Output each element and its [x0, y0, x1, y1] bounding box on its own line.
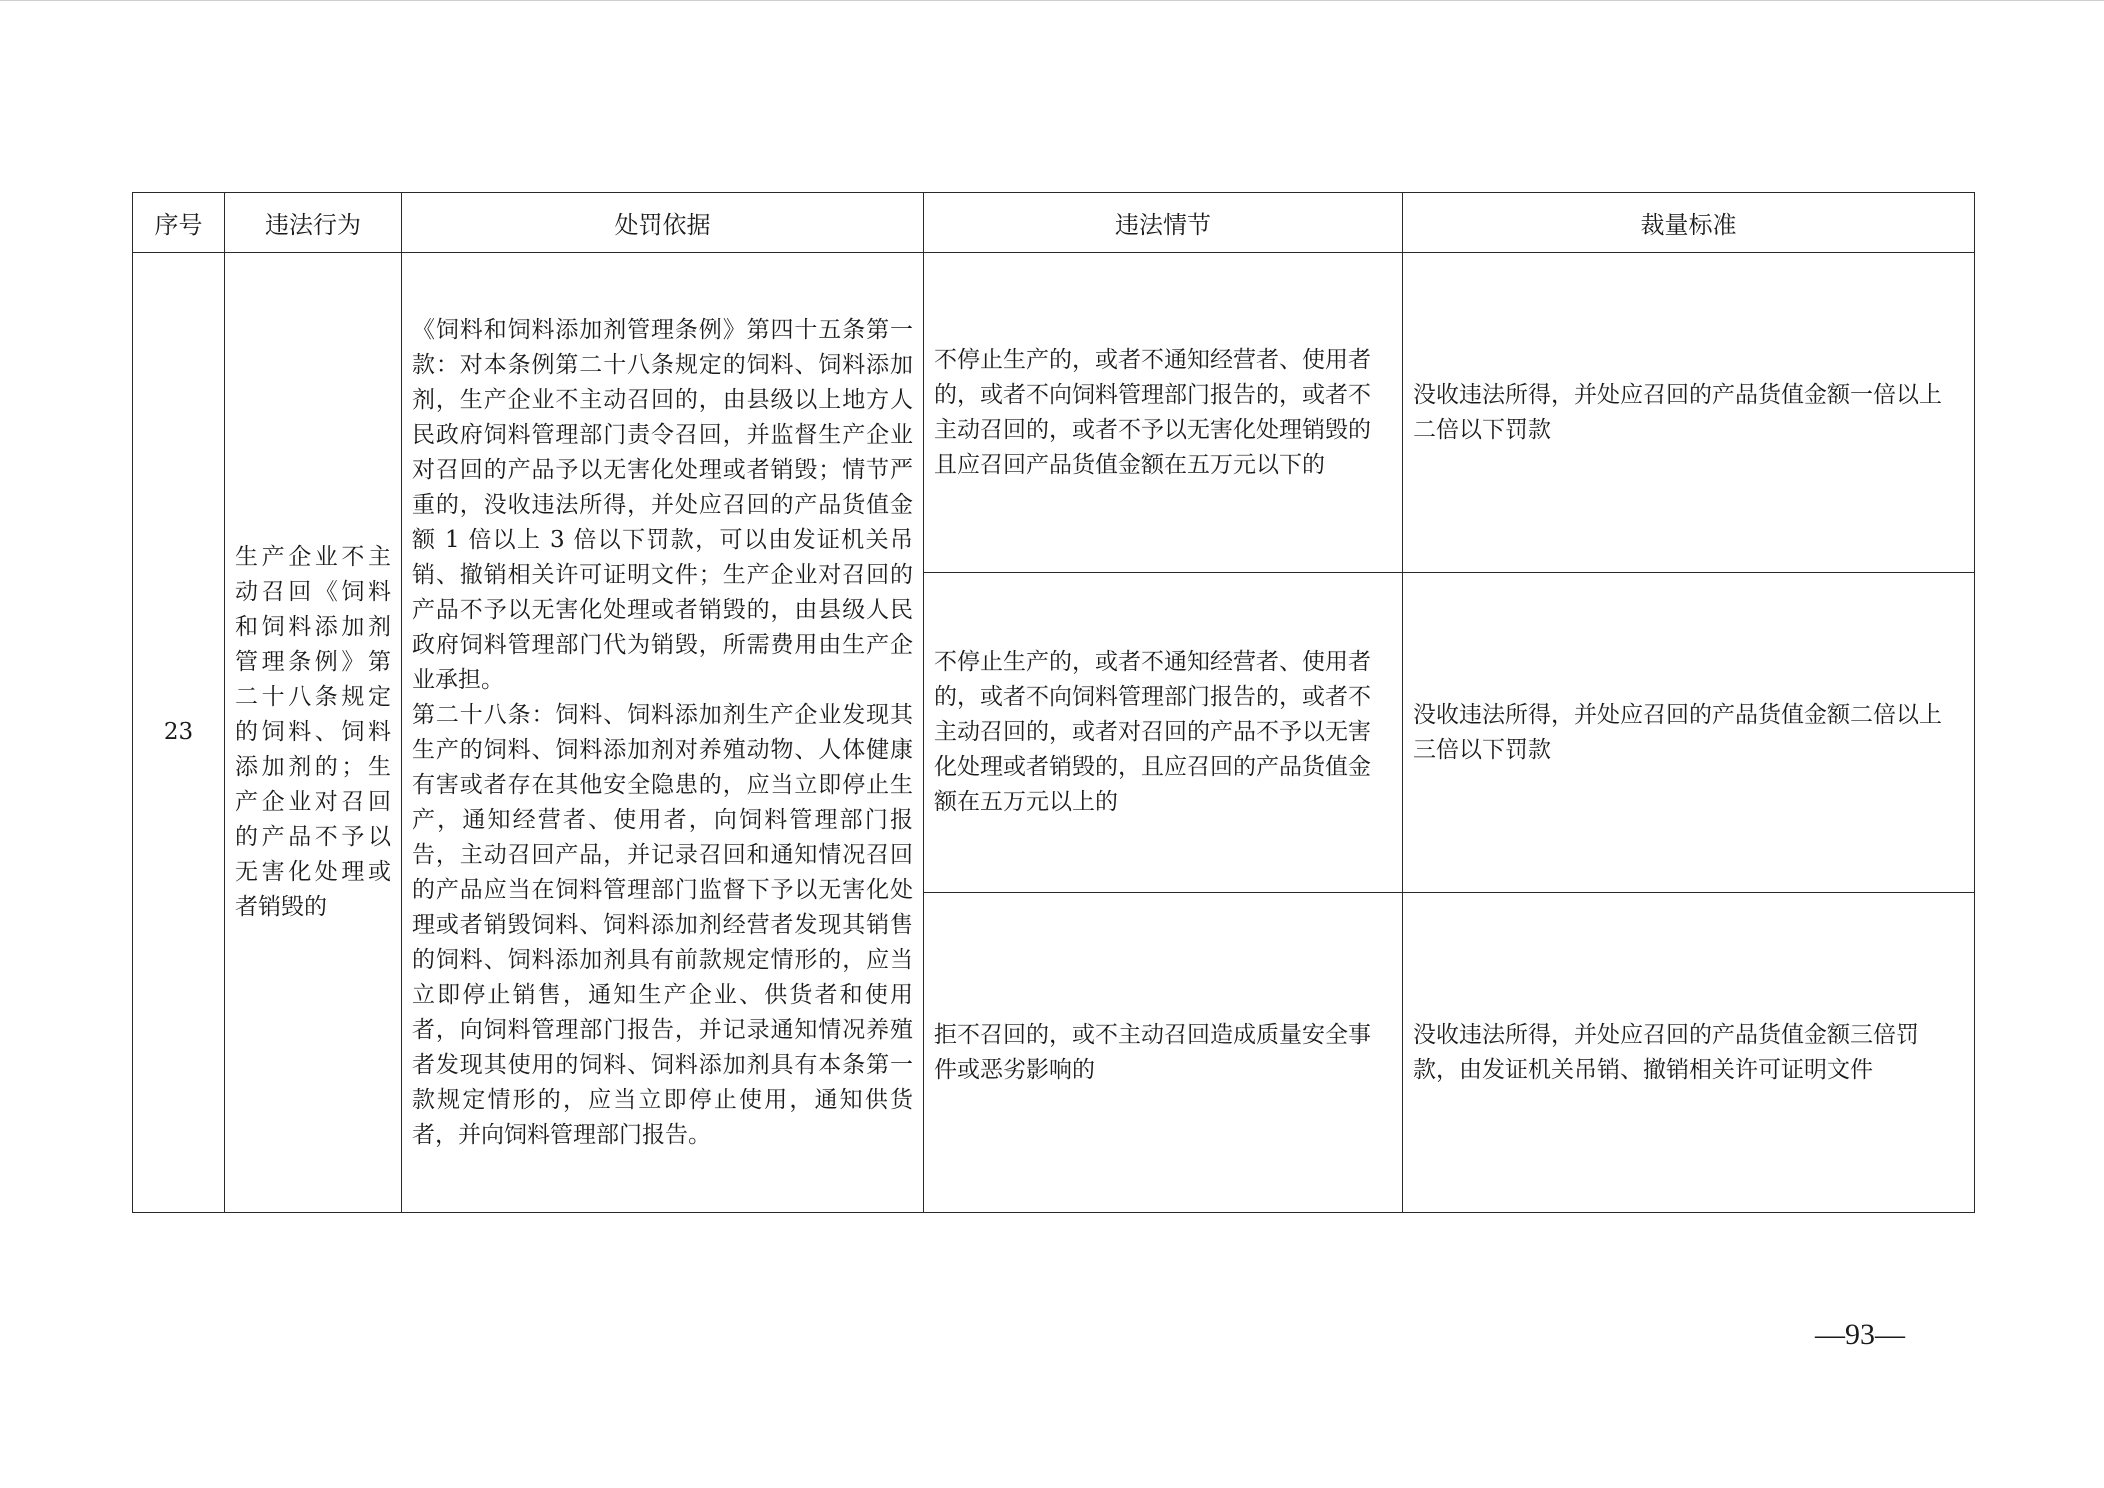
record-violation-act: 生产企业不主动召回《饲料和饲料添加剂管理条例》第二十八条规定的饲料、饲料添加剂的；生产企业对召回的产品不予以无害化处理或者销毁的 — [225, 253, 402, 1213]
tier-circumstance: 拒不召回的，或不主动召回造成质量安全事件或恶劣影响的 — [924, 893, 1403, 1213]
tier-circumstance: 不停止生产的，或者不通知经营者、使用者的，或者不向饲料管理部门报告的，或者不主动召回的，或者对召回的产品不予以无害化处理或者销毁的，且应召回的产品货值金额在五万元以上的 — [924, 573, 1403, 893]
page-number: —93— — [1815, 1318, 1905, 1351]
page-top-border — [0, 0, 2104, 1]
penalty-discretion-table — [132, 192, 1975, 1213]
header-penalty-basis: 处罚依据 — [402, 193, 924, 253]
header-discretion-standard: 裁量标准 — [1403, 193, 1975, 253]
header-violation-circumstance: 违法情节 — [924, 193, 1403, 253]
basis-paragraph: 第二十八条：饲料、饲料添加剂生产企业发现其生产的饲料、饲料添加剂对养殖动物、人体健康有害或者存在其他安全隐患的，应当立即停止生产，通知经营者、使用者，向饲料管理部门报告，主动召回产品，并记录召回和通知情况召回的产品应当在饲料管理部门监督下予以无害化处理或者销毁饲料、饲料添加剂经营者发现其销售的饲料、饲料添加剂具有前款规定情形的，应当立即停止销售，通知生产企业、供货者和使用者，向饲料管理部门报告，并记录通知情况养殖者发现其使用的饲料、饲料添加剂具有本条第一款规定情形的，应当立即停止使用，通知供货者，并向饲料管理部门报告。 — [412, 701, 913, 1148]
basis-paragraph: 《饲料和饲料添加剂管理条例》第四十五条第一款：对本条例第二十八条规定的饲料、饲料添加剂，生产企业不主动召回的，由县级以上地方人民政府饲料管理部门责令召回，并监督生产企业对召回的产品予以无害化处理或者销毁；情节严重的，没收违法所得，并处应召回的产品货值金额 1 倍以上 3 倍以下罚款，可以由发证机关吊销、撤销相关许可证明文件；生产企业对召回的产品不予以无害化处理或者销毁的，由县级人民政府饲料管理部门代为销毁，所需费用由生产企业承担。 — [412, 316, 913, 693]
record-seq-number: 23 — [133, 253, 225, 1213]
table-header-row — [133, 193, 1975, 253]
header-seq: 序号 — [133, 193, 225, 253]
tier-circumstance: 不停止生产的，或者不通知经营者、使用者的，或者不向饲料管理部门报告的，或者不主动召回的，或者不予以无害化处理销毁的且应召回产品货值金额在五万元以下的 — [924, 253, 1403, 573]
tier-standard: 没收违法所得，并处应召回的产品货值金额一倍以上二倍以下罚款 — [1403, 253, 1975, 573]
table-row — [133, 253, 1975, 573]
record-penalty-basis — [402, 253, 924, 1213]
tier-standard: 没收违法所得，并处应召回的产品货值金额三倍罚款，由发证机关吊销、撤销相关许可证明文件 — [1403, 893, 1975, 1213]
tier-standard: 没收违法所得，并处应召回的产品货值金额二倍以上三倍以下罚款 — [1403, 573, 1975, 893]
header-violation-act: 违法行为 — [225, 193, 402, 253]
